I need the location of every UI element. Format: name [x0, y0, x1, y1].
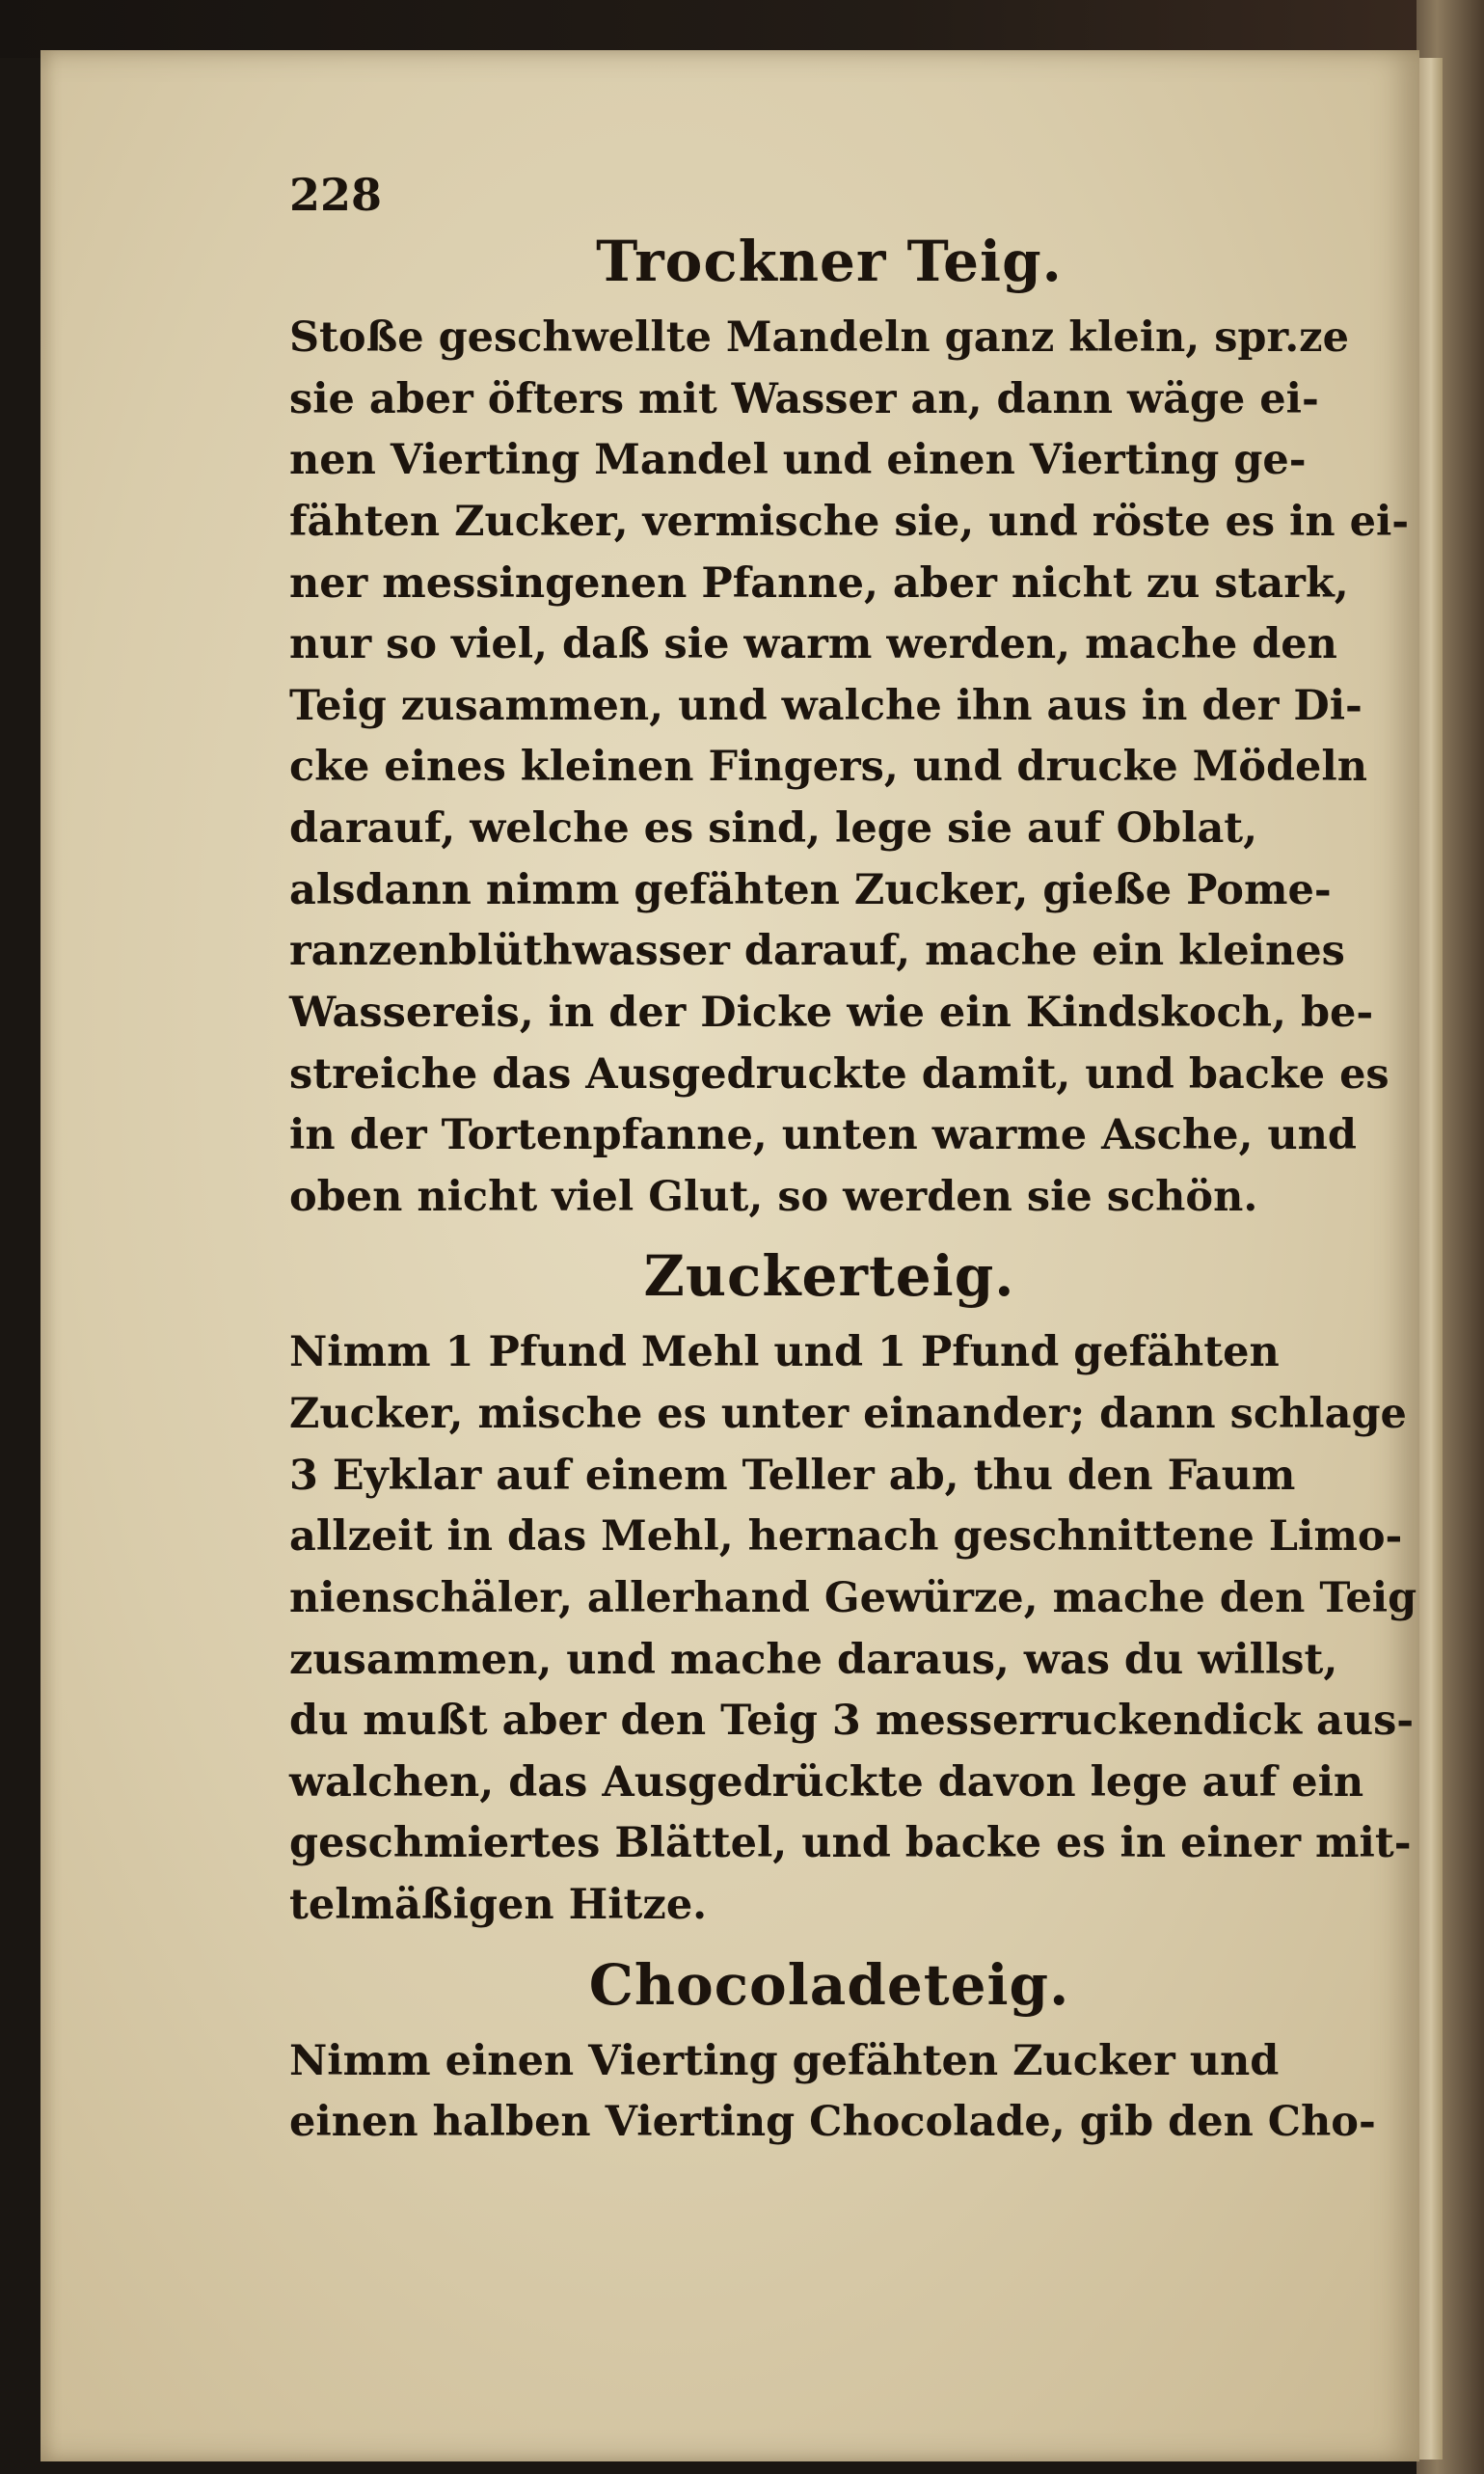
section-heading: Zuckerteig. — [643, 1243, 1015, 1310]
adjacent-page-edge — [1419, 58, 1443, 2460]
text-line: telmäßigen Hitze. — [289, 1881, 708, 1929]
text-line: Nimm einen Vierting gefähten Zucker und — [289, 2036, 1280, 2085]
text-line: fähten Zucker, vermische sie, und röste es in ei- — [289, 497, 1410, 546]
section-heading: Chocoladeteig. — [588, 1951, 1070, 2018]
text-line: alsdann nimm gefähten Zucker, gieße Pome- — [289, 865, 1332, 914]
section-heading: Trockner Teig. — [596, 229, 1063, 294]
page-content — [289, 169, 1417, 2169]
page-number: 228 — [289, 169, 383, 221]
text-line: in der Tortenpfanne, unten warme Asche, und — [289, 1111, 1357, 1160]
section-chocoladeteig — [289, 1951, 1376, 2154]
text-line: cke eines kleinen Fingers, und drucke Mödeln — [289, 743, 1367, 792]
text-line: walchen, das Ausgedrückte davon lege auf ein — [289, 1757, 1364, 1807]
section-trockner-teig — [289, 229, 1410, 1228]
text-line: sie aber öfters mit Wasser an, dann wäge ei- — [289, 374, 1319, 423]
text-line: allzeit in das Mehl, hernach geschnittene Limo- — [289, 1512, 1403, 1562]
text-line: oben nicht viel Glut, so werden sie schön. — [289, 1172, 1258, 1221]
text-line: Teig zusammen, und walche ihn aus in der Di- — [289, 681, 1363, 730]
text-line: nur so viel, daß sie warm werden, mache den — [289, 620, 1337, 669]
text-line: geschmiertes Blättel, und backe es in einer mit- — [289, 1819, 1412, 1868]
section-text — [289, 308, 1410, 1228]
text-line: Stoße geschwellte Mandeln ganz klein, spr.ze — [289, 313, 1349, 362]
text-line: nen Vierting Mandel und einen Vierting ge- — [289, 436, 1307, 485]
section-zuckerteig — [289, 1243, 1417, 1936]
text-line: Nimm 1 Pfund Mehl und 1 Pfund gefähten — [289, 1328, 1280, 1377]
text-line: 3 Eyklar auf einem Teller ab, thu den Faum — [289, 1451, 1296, 1500]
text-line: nienschäler, allerhand Gewürze, mache den Teig — [289, 1573, 1417, 1622]
section-text — [289, 1322, 1417, 1936]
text-line: zusammen, und mache daraus, was du willst, — [289, 1635, 1338, 1684]
text-line: Wassereis, in der Dicke wie ein Kindskoch, be- — [289, 988, 1374, 1037]
text-line: einen halben Vierting Chocolade, gib den Cho- — [289, 2098, 1376, 2147]
text-line: ranzenblüthwasser darauf, mache ein kleines — [289, 927, 1345, 976]
section-text — [289, 2031, 1376, 2154]
dark-background — [0, 0, 1484, 58]
text-line: du mußt aber den Teig 3 messerruckendick aus- — [289, 1697, 1415, 1746]
text-line: darauf, welche es sind, lege sie auf Oblat, — [289, 804, 1258, 853]
text-line: ner messingenen Pfanne, aber nicht zu stark, — [289, 558, 1349, 608]
text-line: streiche das Ausgedruckte damit, und backe es — [289, 1049, 1390, 1099]
text-line: Zucker, mische es unter einander; dann schlage — [289, 1390, 1407, 1438]
